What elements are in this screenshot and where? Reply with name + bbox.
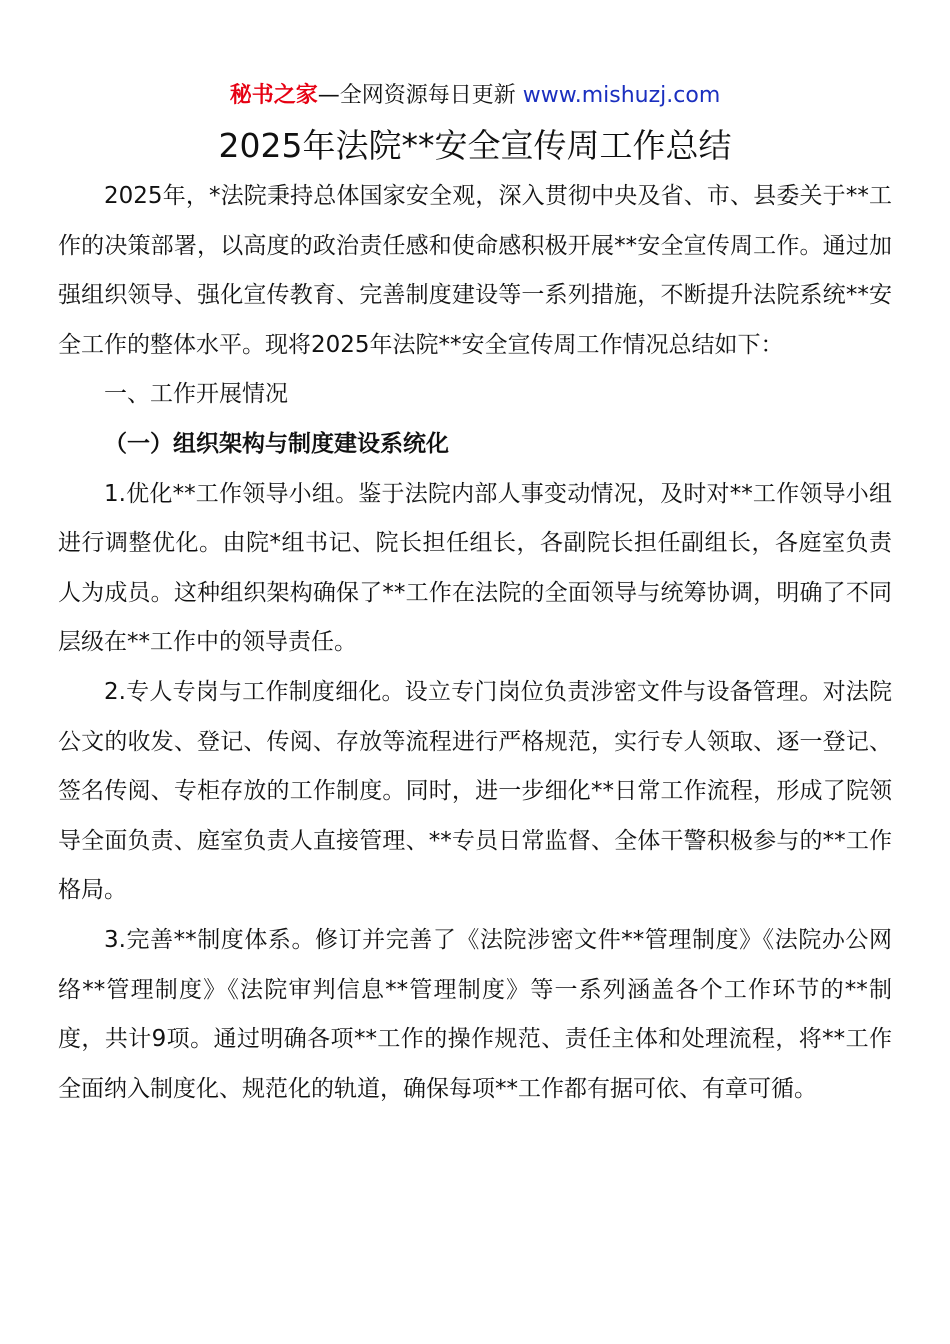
section-heading: 一、工作开展情况	[104, 381, 288, 408]
item-paragraph-3: 3.完善**制度体系。修订并完善了《法院涉密文件**管理制度》《法院办公网络**管理制度》《法院审判信息**管理制度》等一系列涵盖各个工作环节的**制度，共计9项。通过明确各项**工作的操作规范、责任主体和处理流程，将**工作全面纳入制度化、规范化的轨道，确保每项**工作都有据可依、有章可循。	[58, 926, 892, 1102]
site-url-link[interactable]: www.mishuzj.com	[522, 83, 721, 108]
item-paragraph-2: 2.专人专岗与工作制度细化。设立专门岗位负责涉密文件与设备管理。对法院公文的收发、登记、传阅、存放等流程进行严格规范，实行专人领取、逐一登记、签名传阅、专柜存放的工作制度。同时，进一步细化**日常工作流程，形成了院领导全面负责、庭室负责人直接管理、**专员日常监督、全体干警积极参与的**工作格局。	[58, 678, 892, 904]
document-body	[58, 172, 892, 1114]
item-paragraph-1: 1.优化**工作领导小组。鉴于法院内部人事变动情况，及时对**工作领导小组进行调整优化。由院*组书记、院长担任组长，各副院长担任副组长，各庭室负责人为成员。这种组织架构确保了**工作在法院的全面领导与统筹协调，明确了不同层级在**工作中的领导责任。	[58, 480, 892, 656]
intro-paragraph: 2025年，*法院秉持总体国家安全观，深入贯彻中央及省、市、县委关于**工作的决策部署，以高度的政治责任感和使命感积极开展**安全宣传周工作。通过加强组织领导、强化宣传教育、完善制度建设等一系列措施，不断提升法院系统**安全工作的整体水平。现将2025年法院**安全宣传周工作情况总结如下：	[58, 183, 892, 358]
subsection-heading: （一）组织架构与制度建设系统化	[104, 430, 449, 457]
banner-tagline: —全网资源每日更新	[317, 83, 523, 108]
brand-name: 秘书之家	[229, 83, 318, 108]
site-banner	[0, 80, 950, 112]
document-title: 2025年法院**安全宣传周工作总结	[218, 126, 732, 165]
